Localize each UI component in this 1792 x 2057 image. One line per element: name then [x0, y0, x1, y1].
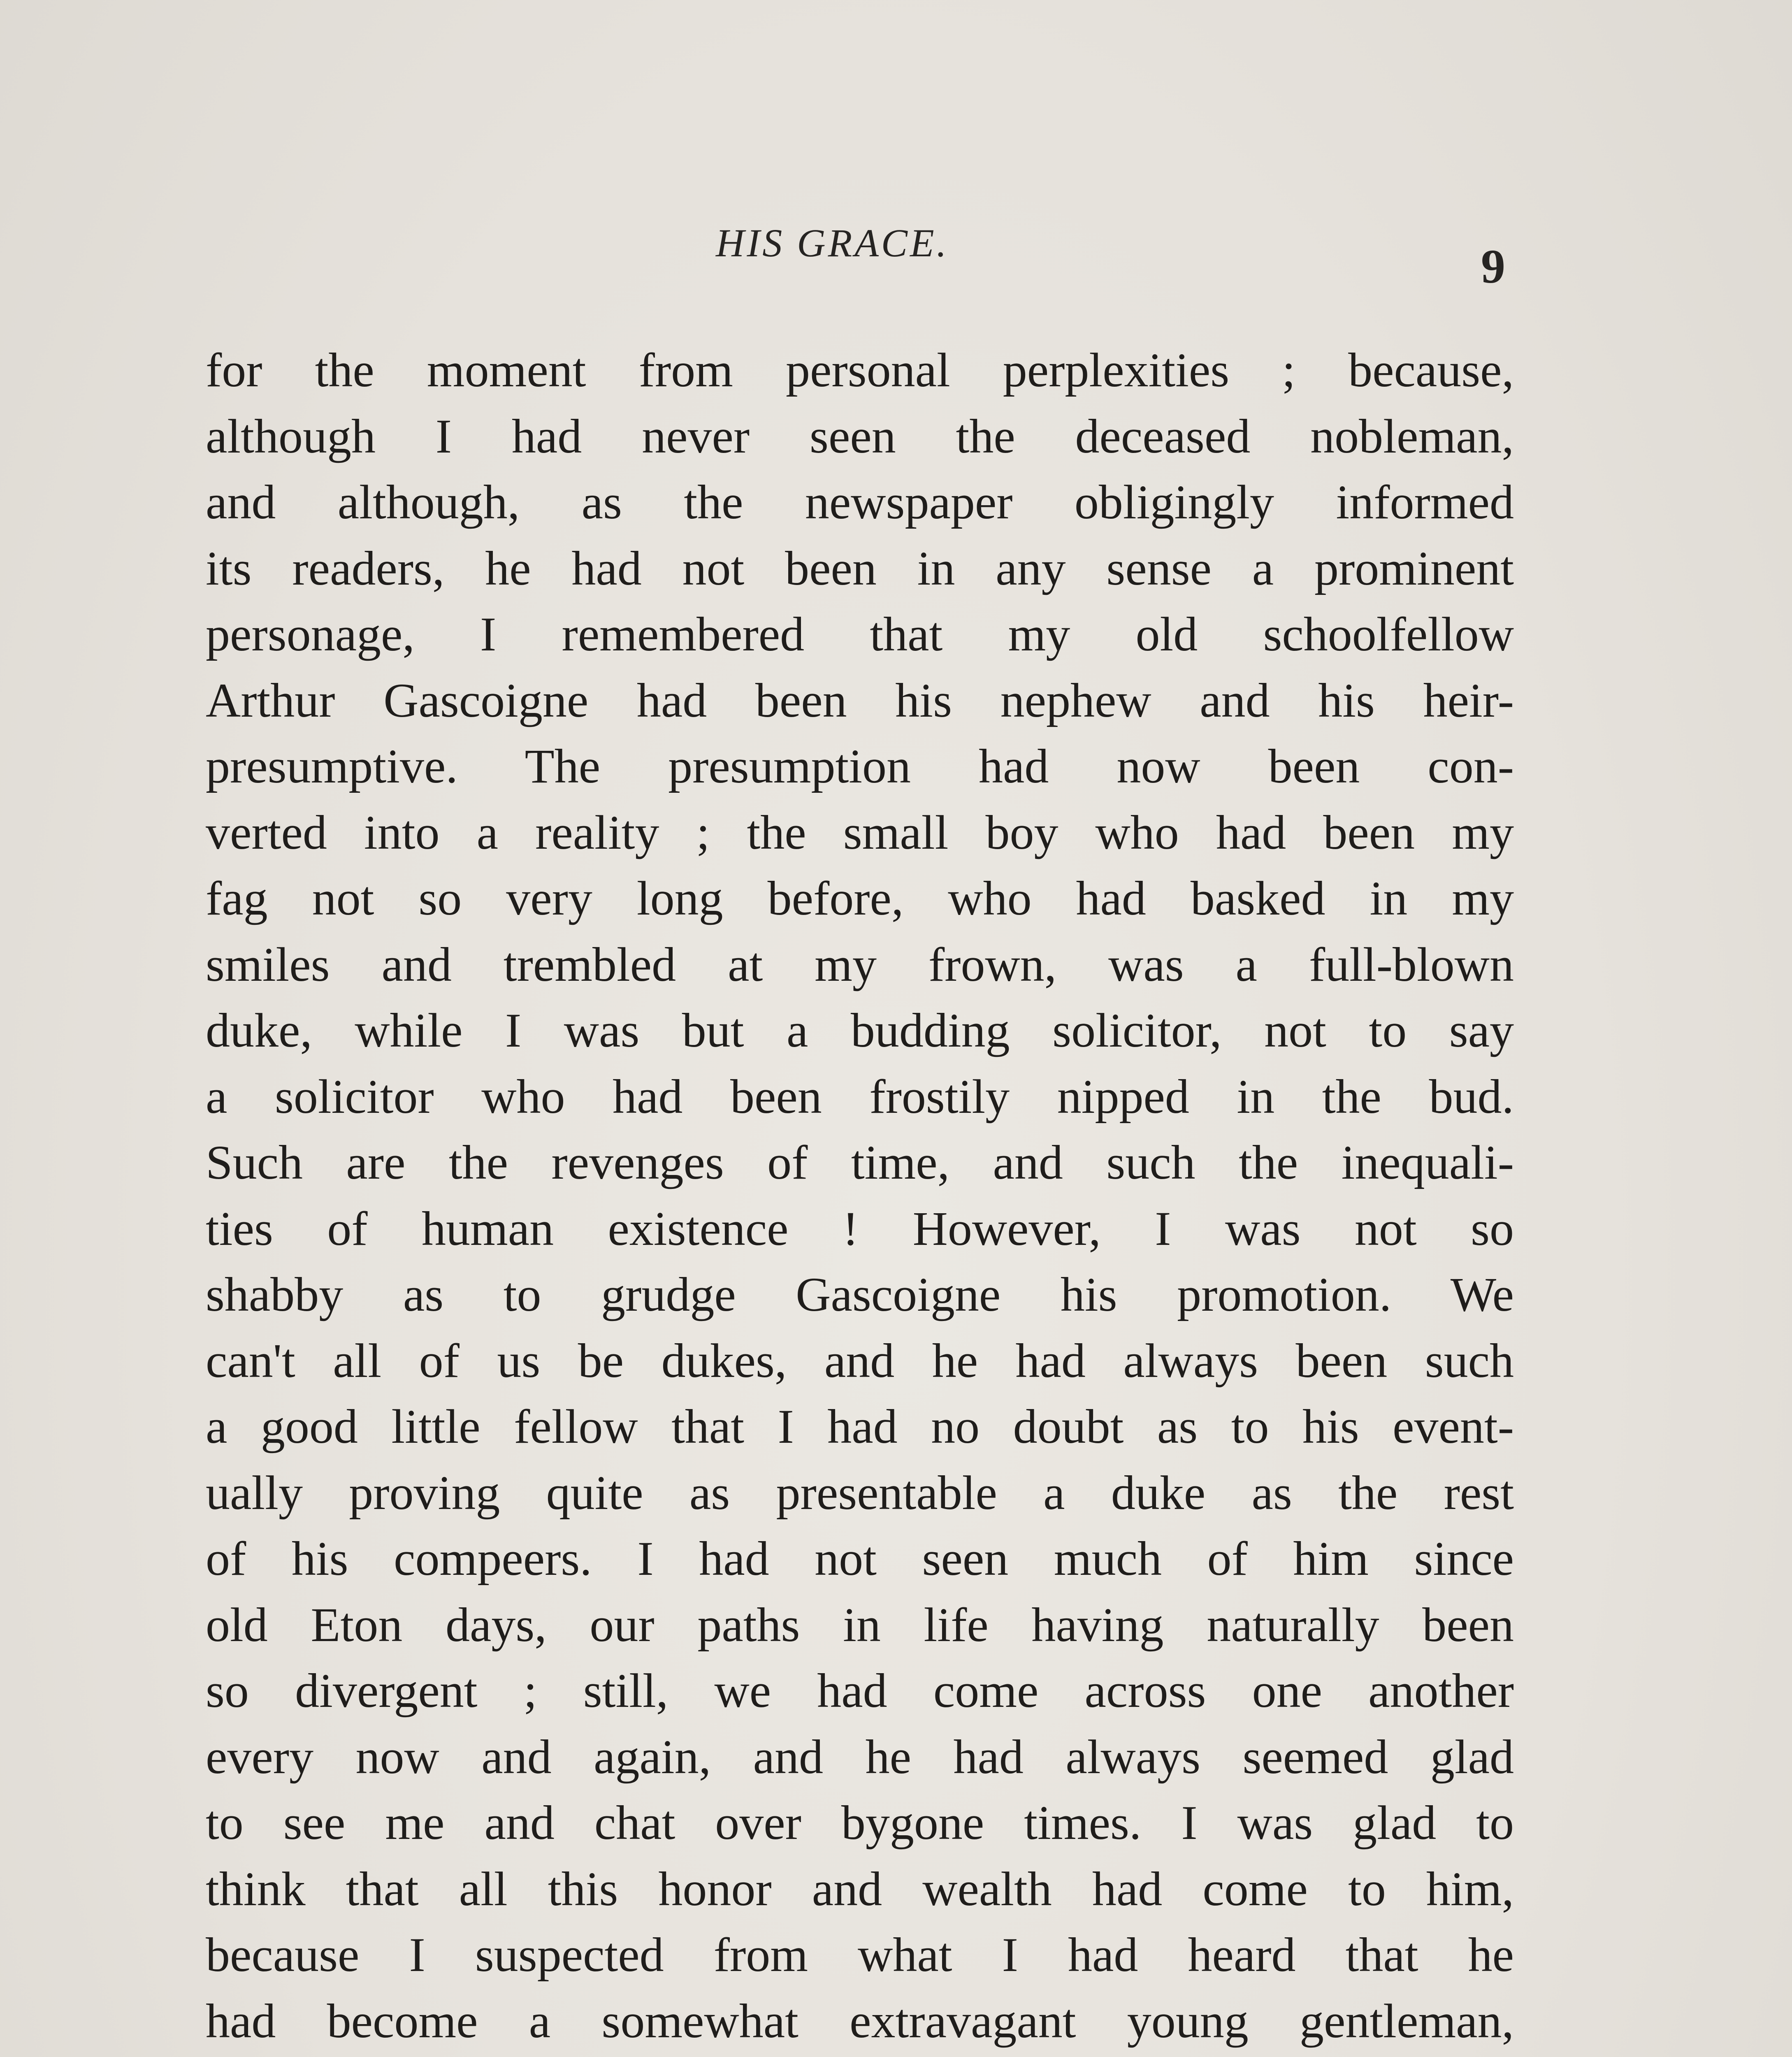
paragraph [206, 337, 1514, 2057]
text-line: of his compeers. I had not seen much of him since [206, 1532, 1514, 1586]
text-line: a solicitor who had been frostily nipped in the bud. [206, 1069, 1514, 1124]
text-line: every now and again, and he had always seemed glad [206, 1730, 1514, 1784]
text-line: presumptive. The presumption had now been con- [206, 739, 1514, 793]
text-line: a good little fellow that I had no doubt as to his event- [206, 1400, 1514, 1453]
text-line: Such are the revenges of time, and such the inequali- [206, 1135, 1514, 1189]
text-line: think that all this honor and wealth had come to him, [206, 1862, 1514, 1916]
text-line: can't all of us be dukes, and he had always been such [206, 1333, 1514, 1388]
body-text [206, 337, 1514, 2057]
text-line: shabby as to grudge Gascoigne his promotion. We [206, 1268, 1514, 1321]
text-line: ties of human existence ! However, I was not so [206, 1201, 1514, 1256]
text-line: for the moment from personal perplexities ; because, [206, 343, 1514, 397]
text-line: had become a somewhat extravagant young gentleman, [206, 1994, 1514, 2048]
page-number: 9 [1481, 239, 1505, 293]
text-line: verted into a reality ; the small boy who had been my [206, 805, 1514, 859]
text-line: personage, I remembered that my old schoolfellow [206, 607, 1514, 661]
text-line: ually proving quite as presentable a duke as the rest [206, 1465, 1514, 1520]
text-line [206, 2054, 1514, 2057]
text-line: to see me and chat over bygone times. I was glad to [206, 1796, 1514, 1850]
text-line: and although, as the newspaper obligingly informed [206, 475, 1514, 529]
text-line: Arthur Gascoigne had been his nephew and his heir- [206, 673, 1514, 727]
text-line: duke, while I was but a budding solicitor, not to say [206, 1003, 1514, 1057]
text-line: old Eton days, our paths in life having naturally been [206, 1597, 1514, 1652]
text-line: fag not so very long before, who had basked in my [206, 871, 1514, 925]
text-line: because I suspected from what I had heard that he [206, 1928, 1514, 1982]
running-head: HIS GRACE. [716, 221, 949, 265]
text-line: smiles and trembled at my frown, was a full-blown [206, 937, 1514, 991]
text-line: so divergent ; still, we had come across one another [206, 1664, 1514, 1718]
text-line: its readers, he had not been in any sense a prominent [206, 541, 1514, 595]
text-line: although I had never seen the deceased nobleman, [206, 409, 1514, 463]
